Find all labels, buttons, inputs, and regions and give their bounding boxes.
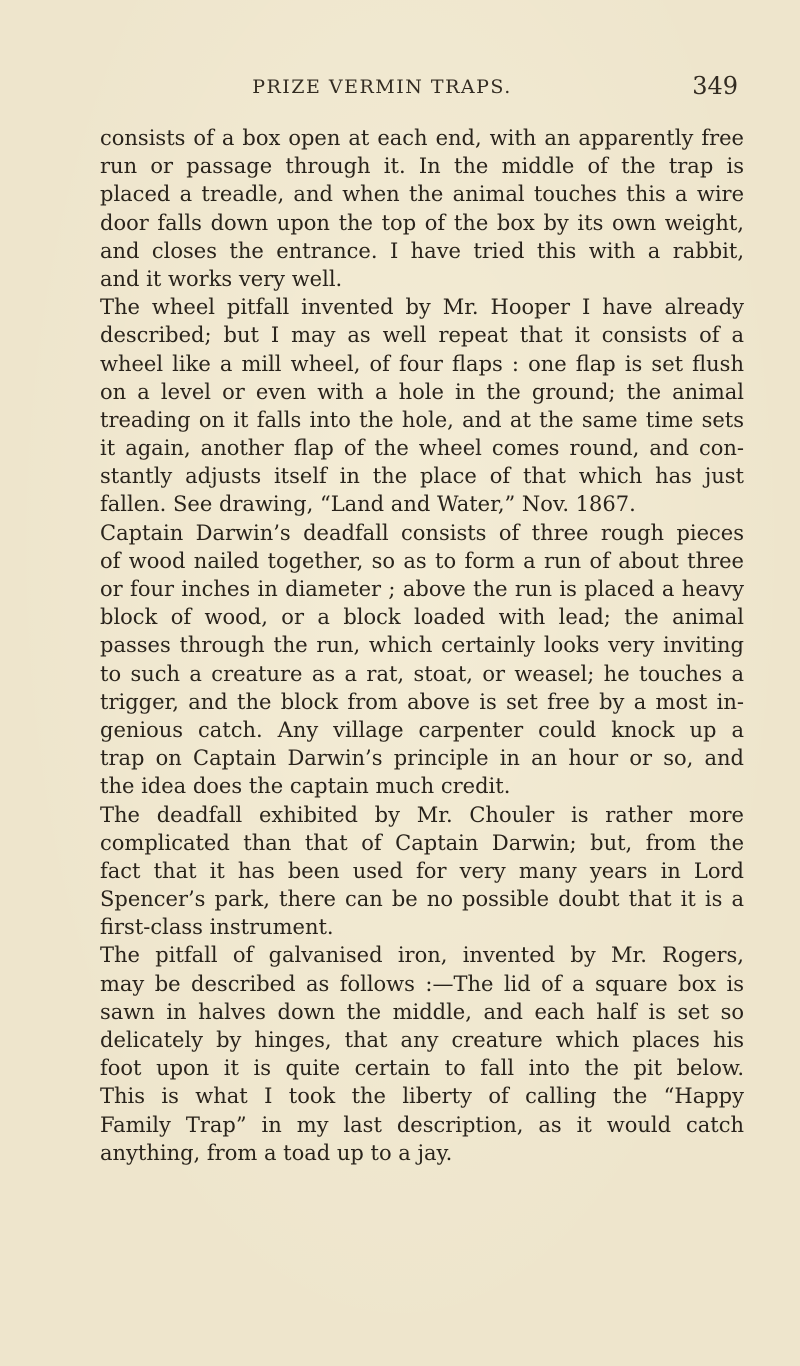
text-line: trap on Captain Darwin’s principle in an hour or so, and [100,746,744,771]
text-line: The wheel pitfall invented by Mr. Hooper I have already [100,295,744,320]
text-line: or four inches in diameter ; above the run is placed a heavy [100,577,744,601]
text-line: it again, another flap of the wheel comes round, and con- [100,436,744,461]
text-line: door falls down upon the top of the box by its own weight, [100,210,744,235]
text-line: run or passage through it. In the middle of the trap is [100,154,744,179]
text-line: fallen. See drawing, “Land and Water,” Nov. 1867. [100,492,636,517]
text-line: may be described as follows :—The lid of a square box is [100,971,744,996]
text-line: trigger, and the block from above is set free by a most in- [100,689,744,714]
text-line: fact that it has been used for very many years in Lord [100,858,744,883]
text-line: genious catch. Any village carpenter could knock up a [100,717,744,742]
text-line: The deadfall exhibited by Mr. Chouler is rather more [100,802,744,827]
text-line: foot upon it is quite certain to fall into the pit below. [100,1056,744,1081]
text-line: anything, from a toad up to a jay. [100,1140,453,1165]
text-line: stantly adjusts itself in the place of that which has just [100,464,744,489]
text-line: treading on it falls into the hole, and at the same time sets [100,407,744,432]
text-line: Captain Darwin’s deadfall consists of three rough pieces [100,520,744,545]
running-head [0,68,800,108]
text-line: The pitfall of galvanised iron, invented by Mr. Rogers, [100,943,744,968]
text-line: described; but I may as well repeat that it consists of a [100,323,744,348]
text-line: the idea does the captain much credit. [100,774,511,799]
text-line: and closes the entrance. I have tried this with a rabbit, [100,238,744,263]
text-line: delicately by hinges, that any creature which places his [100,1028,744,1052]
text-line: consists of a box open at each end, with an apparently free [100,126,744,150]
text-line: Family Trap” in my last description, as it would catch [100,1112,744,1137]
text-line: placed a treadle, and when the animal touches this a wire [100,182,744,207]
text-line: on a level or even with a hole in the ground; the animal [100,379,744,404]
text-line: first-class instrument. [100,915,334,940]
body-text [100,124,744,1167]
text-line: to such a creature as a rat, stoat, or weasel; he touches a [100,661,744,686]
text-line: This is what I took the liberty of calling the “Happy [100,1084,744,1109]
text-line: passes through the run, which certainly looks very inviting [100,633,744,658]
text-line: Spencer’s park, there can be no possible doubt that it is a [100,887,744,912]
text-line: wheel like a mill wheel, of four flaps : one flap is set flush [100,351,744,376]
text-line: and it works very well. [100,266,343,291]
text-line: of wood nailed together, so as to form a run of about three [100,548,744,573]
text-line: complicated than that of Captain Darwin; but, from the [100,830,744,855]
text-line: block of wood, or a block loaded with lead; the animal [100,605,744,630]
page-number: 349 [692,72,738,100]
text-line: sawn in halves down the middle, and each half is set so [100,999,744,1024]
running-title: PRIZE VERMIN TRAPS. [252,76,512,98]
